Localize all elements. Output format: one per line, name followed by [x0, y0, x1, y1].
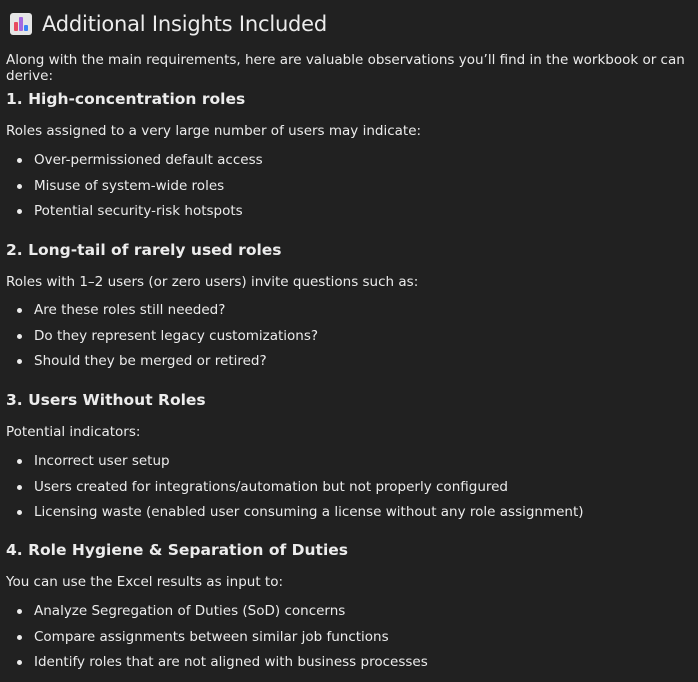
list-item: Compare assignments between similar job functions: [6, 629, 428, 655]
list-item: Potential security-risk hotspots: [6, 203, 263, 229]
list-item: Should they be merged or retired?: [6, 353, 318, 379]
bullet-list-3: [6, 453, 584, 530]
list-item: Do they represent legacy customizations?: [6, 328, 318, 354]
section-heading-2: 2. Long-tail of rarely used roles: [6, 241, 282, 259]
list-item: Users created for integrations/automation but not properly configured: [6, 479, 584, 505]
page-title-text: Additional Insights Included: [42, 12, 328, 36]
bar-chart-icon: [10, 13, 32, 35]
section-heading-4: 4. Role Hygiene & Separation of Duties: [6, 541, 349, 559]
list-item: Incorrect user setup: [6, 453, 584, 479]
list-item: Analyze Segregation of Duties (SoD) concerns: [6, 603, 428, 629]
section-lead-4: You can use the Excel results as input to:: [6, 574, 284, 590]
list-item: Over-permissioned default access: [6, 152, 263, 178]
list-item: Identify roles that are not aligned with business processes: [6, 654, 428, 680]
bullet-list-4: [6, 603, 428, 680]
section-lead-1: Roles assigned to a very large number of users may indicate:: [6, 123, 422, 139]
section-lead-2: Roles with 1–2 users (or zero users) invite questions such as:: [6, 274, 419, 290]
page-title: [10, 12, 327, 36]
bullet-list-2: [6, 302, 318, 379]
section-heading-1: 1. High-concentration roles: [6, 90, 246, 108]
section-lead-3: Potential indicators:: [6, 424, 141, 440]
intro-paragraph: Along with the main requirements, here are valuable observations you’ll find in the workbook or can derive:: [6, 52, 685, 84]
bullet-list-1: [6, 152, 263, 229]
list-item: Licensing waste (enabled user consuming a license without any role assignment): [6, 504, 584, 530]
list-item: Misuse of system-wide roles: [6, 178, 263, 204]
section-heading-3: 3. Users Without Roles: [6, 391, 206, 409]
list-item: Are these roles still needed?: [6, 302, 318, 328]
